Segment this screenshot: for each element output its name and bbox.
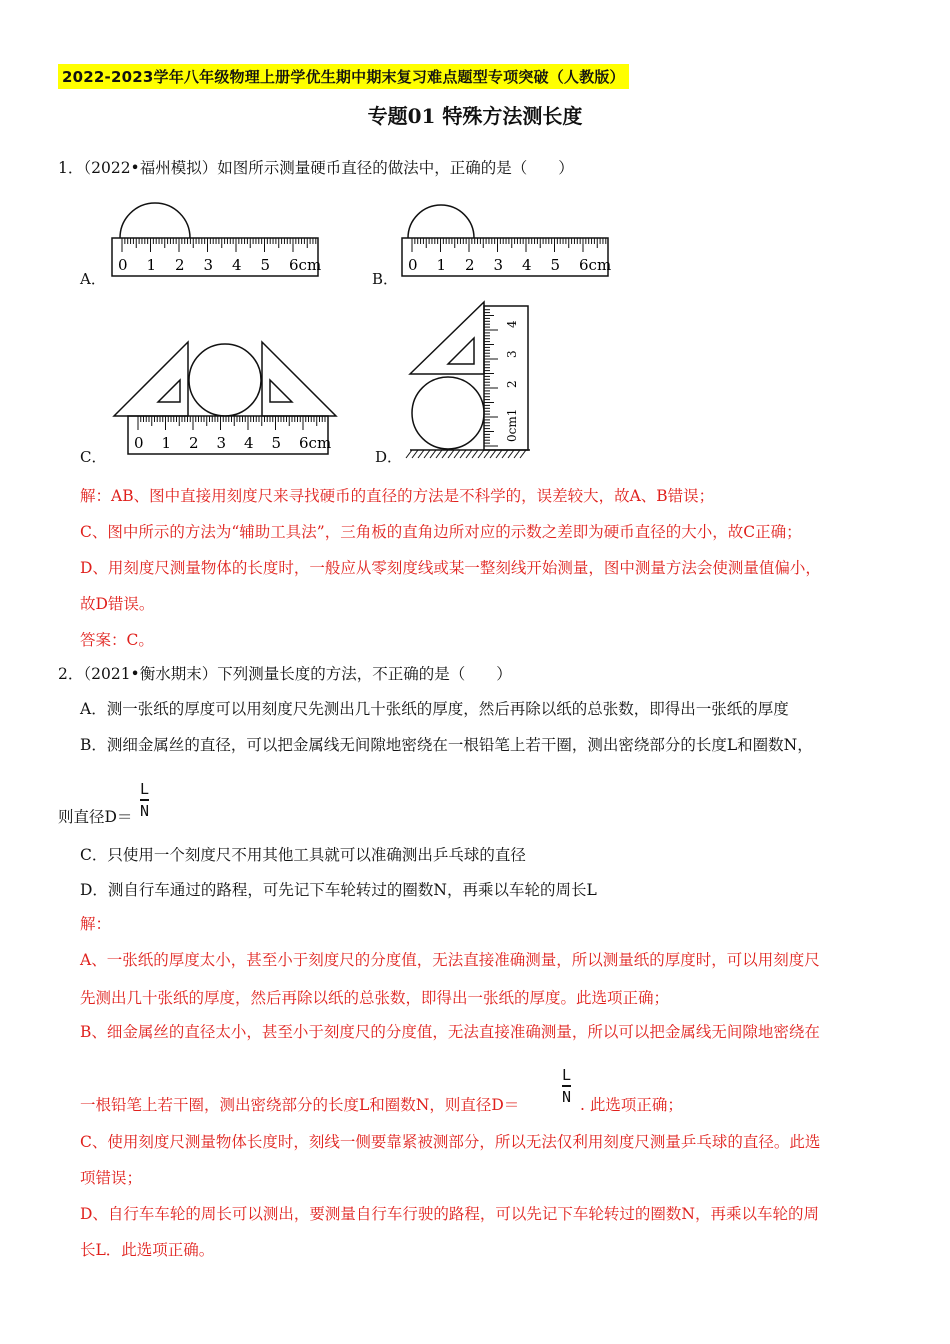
- ruler-tick-label: 0: [408, 256, 418, 274]
- q2-solution-b2: 一根铅笔上若干圈，测出密绕部分的长度L和圈数N，则直径D＝: [80, 1096, 520, 1114]
- q1-solution-line-4: 故D错误。: [80, 595, 155, 613]
- page-title: 专题01 特殊方法测长度: [367, 104, 583, 128]
- figure-c-triangles-and-coin: [110, 336, 346, 460]
- fraction-numerator: L: [562, 1066, 572, 1084]
- ruler-tick-label: 2: [175, 256, 185, 274]
- option-d-label: D．: [375, 448, 403, 466]
- left-triangle-hole: [158, 380, 180, 402]
- left-triangle: [114, 342, 188, 416]
- ruler-tick-label: 4: [232, 256, 242, 274]
- q2-solution-b1: B、细金属丝的直径太小，甚至小于刻度尺的分度值，无法直接准确测量，所以可以把金属线无间隙地密绕在: [80, 1023, 820, 1041]
- fraction-numerator: L: [140, 780, 150, 798]
- ruler-tick-label: 4: [522, 256, 532, 274]
- hatch-line: [472, 450, 478, 458]
- q1-answer: 答案：C。: [80, 631, 154, 649]
- hatch-line: [490, 450, 496, 458]
- ruler-tick-label: 6cm: [299, 434, 332, 452]
- hatch-line: [442, 450, 448, 458]
- vertical-ruler-ticks: [484, 310, 498, 446]
- figure-a-coin-on-ruler: [110, 190, 322, 280]
- q1-solution-line-1: 解：AB、图中直接用刻度尺来寻找硬币的直径的方法是不科学的，误差较大，故A、B错误；: [80, 487, 715, 505]
- q2-solution-b2-tail: . 此选项正确；: [580, 1096, 683, 1114]
- hatch-line: [484, 450, 490, 458]
- q2-solution-a1: A、一张纸的厚度太小，甚至小于刻度尺的分度值，无法直接准确测量，所以测量纸的厚度时，可以用刻度尺: [80, 951, 820, 969]
- ruler-tick-label: 1: [146, 256, 157, 274]
- hatch-line: [508, 450, 514, 458]
- hatch-line: [430, 450, 436, 458]
- ruler-tick-label: 1: [436, 256, 447, 274]
- q2-option-b-cont: 则直径D＝: [58, 808, 133, 826]
- hatch-line: [448, 450, 454, 458]
- ruler-c: [128, 416, 331, 454]
- q2-solution-d2: 长L．此选项正确。: [80, 1241, 215, 1259]
- hatch-line: [514, 450, 520, 458]
- ruler-tick-label: 5: [260, 256, 271, 274]
- ruler-tick-label: 6cm: [289, 256, 322, 274]
- ruler-tick-label: 3: [216, 434, 227, 452]
- fraction-denominator: N: [140, 801, 150, 820]
- ruler-tick-label: 0: [118, 256, 128, 274]
- vertical-ruler-label-0: 0cm1: [505, 408, 519, 442]
- hatch-line: [478, 450, 484, 458]
- hatch-line: [406, 450, 412, 458]
- figure-d-vertical-ruler: [404, 296, 538, 464]
- q1-solution-line-3: D、用刻度尺测量物体的长度时，一般应从零刻度线或某一整刻线开始测量，图中测量方法会使测量值偏小，: [80, 559, 821, 577]
- right-triangle: [262, 342, 336, 416]
- ground-hatching: [406, 450, 526, 458]
- q2-solution-fraction: [562, 1066, 571, 1106]
- figure-b-coin-on-ruler: [400, 190, 612, 280]
- hatch-line: [424, 450, 430, 458]
- q2-solution-d1: D、自行车车轮的周长可以测出，要测量自行车行驶的路程，可以先记下车轮转过的圈数N，再乘以车轮的周: [80, 1205, 819, 1223]
- ruler-tick-label: 3: [203, 256, 214, 274]
- ruler-tick-label: 4: [244, 434, 254, 452]
- q1-solution-line-2: C、图中所示的方法为“辅助工具法”，三角板的直角边所对应的示数之差即为硬币直径的大小，故C正确；: [80, 523, 802, 541]
- ruler-a: [112, 238, 321, 276]
- q2-fraction-l-over-n: [140, 780, 149, 820]
- hatch-line: [466, 450, 472, 458]
- triangle: [410, 302, 484, 374]
- fraction-bar: [140, 799, 149, 801]
- ruler-tick-label: 0: [134, 434, 144, 452]
- option-a-label: A．: [80, 270, 106, 288]
- q2-option-c: C．只使用一个刻度尺不用其他工具就可以准确测出乒乓球的直径: [80, 846, 526, 864]
- vertical-ruler-label-3: 3: [505, 350, 519, 358]
- ruler-tick-label: 2: [189, 434, 199, 452]
- hatch-line: [412, 450, 418, 458]
- ruler-tick-label: 5: [550, 256, 561, 274]
- fraction-denominator: N: [562, 1087, 572, 1106]
- ruler-tick-label: 2: [465, 256, 475, 274]
- hatch-line: [460, 450, 466, 458]
- vertical-ruler-label-2: 2: [505, 380, 519, 388]
- ruler-tick-label: 6cm: [579, 256, 612, 274]
- q2-option-a: A．测一张纸的厚度可以用刻度尺先测出几十张纸的厚度，然后再除以纸的总张数，即得出一张纸的厚度: [80, 700, 789, 718]
- ruler-b: [402, 238, 611, 276]
- right-triangle-hole: [270, 380, 292, 402]
- q2-solution-head: 解：: [80, 915, 112, 933]
- coin-arc: [408, 205, 474, 238]
- coin-arc: [120, 203, 190, 238]
- q2-option-d: D．测自行车通过的路程，可先记下车轮转过的圈数N，再乘以车轮的周长L: [80, 881, 597, 899]
- q2-option-b: B．测细金属丝的直径，可以把金属线无间隙地密绕在一根铅笔上若干圈，测出密绕部分的长度L和圈数N，: [80, 736, 813, 754]
- hatch-line: [502, 450, 508, 458]
- hatch-line: [496, 450, 502, 458]
- hatch-line: [454, 450, 460, 458]
- ruler-tick-label: 1: [161, 434, 172, 452]
- q2-stem: 2．（2021•衡水期末）下列测量长度的方法，不正确的是（ ）: [58, 665, 512, 683]
- coin-circle: [189, 344, 261, 416]
- hatch-line: [436, 450, 442, 458]
- ruler-tick-label: 5: [271, 434, 282, 452]
- q1-stem: 1．（2022•福州模拟）如图所示测量硬币直径的做法中，正确的是（ ）: [58, 159, 574, 177]
- triangle-hole: [448, 338, 474, 364]
- hatch-line: [418, 450, 424, 458]
- option-b-label: B．: [372, 270, 399, 288]
- q2-solution-c2: 项错误；: [80, 1169, 143, 1187]
- q2-solution-c1: C、使用刻度尺测量物体长度时，刻线一侧要靠紧被测部分，所以无法仅利用刻度尺测量乒乓球的直径。此选: [80, 1133, 821, 1151]
- q2-solution-a2: 先测出几十张纸的厚度，然后再除以纸的总张数，即得出一张纸的厚度。此选项正确；: [80, 989, 670, 1007]
- coin-circle: [412, 377, 484, 449]
- header-banner: 2022-2023学年八年级物理上册学优生期中期末复习难点题型专项突破（人教版）: [58, 64, 629, 89]
- option-c-label: C．: [80, 448, 107, 466]
- vertical-ruler-label-4: 4: [505, 320, 519, 328]
- hatch-line: [520, 450, 526, 458]
- ruler-tick-label: 3: [493, 256, 504, 274]
- fraction-bar: [562, 1085, 571, 1087]
